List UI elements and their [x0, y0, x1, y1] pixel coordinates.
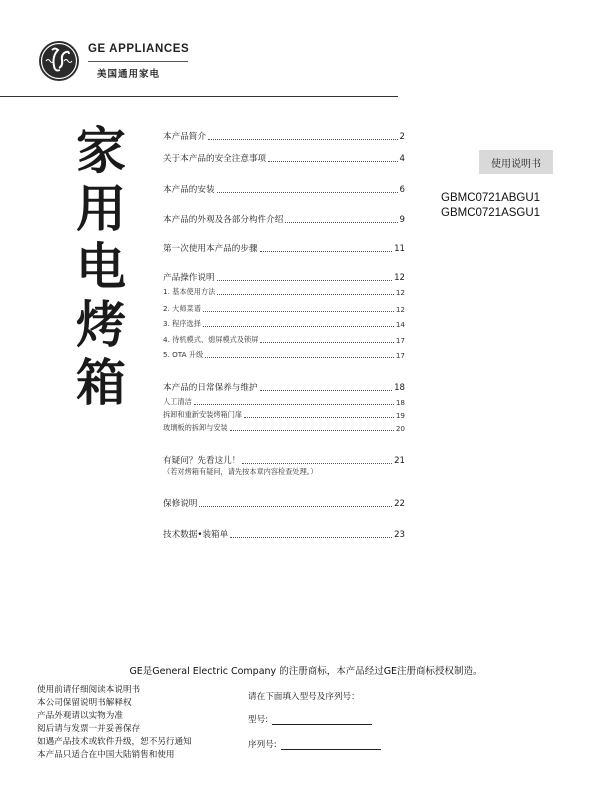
toc-entry[interactable] [163, 130, 405, 142]
note-line: 阅后请与发票一并妥善保存 [37, 724, 141, 734]
toc-label: 保修说明 [163, 499, 198, 509]
toc-page: 12 [395, 288, 405, 297]
toc-entry[interactable] [163, 497, 405, 509]
toc-leader [205, 356, 394, 358]
toc-label: 4. 待机模式、熄屏模式及锁屏 [163, 335, 259, 344]
note-line: 产品外观请以实物为准 [37, 711, 123, 721]
toc-label: 本产品简介 [163, 132, 206, 142]
ge-logo-icon [38, 40, 80, 82]
toc-entry[interactable] [163, 152, 405, 164]
toc-page: 12 [395, 305, 405, 314]
toc-subentry[interactable] [163, 423, 405, 433]
toc-page: 22 [394, 499, 405, 509]
toc-subentry[interactable] [163, 304, 405, 314]
toc-page: 11 [394, 244, 405, 254]
title-char: 电 [76, 238, 126, 296]
model-number: GBMC0721ASGU1 [441, 207, 541, 219]
toc-page: 23 [394, 530, 405, 540]
toc-label: 本产品的安装 [163, 185, 215, 195]
document-title [66, 122, 136, 416]
toc-subentry[interactable] [163, 350, 405, 360]
toc-page: 18 [395, 398, 405, 407]
header-divider [0, 96, 398, 97]
toc-entry[interactable] [163, 183, 405, 195]
toc-subentry[interactable] [163, 397, 405, 407]
usage-notes [37, 684, 192, 762]
toc-label: 本产品的外观及各部分构件介绍 [163, 215, 284, 225]
brand-name-en: GE APPLIANCES [88, 43, 190, 55]
toc-page: 17 [395, 351, 405, 360]
toc-leader [203, 310, 394, 312]
toc-label: 玻璃板的拆卸与安装 [163, 423, 228, 432]
toc-label: 有疑问？先看这儿！ [163, 456, 241, 466]
note-line: 本产品只适合在中国大陆销售和使用 [37, 750, 175, 760]
model-field[interactable] [248, 713, 372, 725]
serial-field-label: 序列号: [248, 740, 277, 750]
toc-entry[interactable] [163, 381, 405, 393]
toc-page: 9 [399, 215, 405, 225]
toc-label: 3. 程序选择 [163, 319, 201, 328]
brand-name-cn: 美国通用家电 [97, 69, 161, 80]
toc-subentry[interactable] [163, 410, 405, 420]
title-char: 用 [76, 180, 126, 238]
toc-page: 6 [399, 185, 405, 195]
toc-label: 产品操作说明 [163, 273, 215, 283]
toc-leader [260, 250, 393, 252]
toc-entry[interactable] [163, 213, 405, 225]
toc-label: 关于本产品的安全注意事项 [163, 154, 267, 164]
toc-page: 2 [399, 132, 405, 142]
toc-page: 14 [395, 320, 405, 329]
toc-page: 21 [394, 456, 405, 466]
model-number: GBMC0721ABGU1 [441, 192, 541, 204]
toc-label: 2. 大师菜谱 [163, 304, 201, 313]
toc-page: 12 [394, 273, 405, 283]
brand-divider [88, 61, 188, 62]
toc-subentry[interactable] [163, 287, 405, 297]
toc-entry[interactable] [163, 454, 405, 466]
title-char: 箱 [76, 354, 126, 412]
toc-leader [268, 160, 397, 162]
title-char: 家 [76, 122, 126, 180]
note-line: 如遇产品技术或软件升级，恕不另行通知 [37, 737, 192, 747]
manual-badge: 使用说明书 [479, 150, 553, 174]
registration-title: 请在下面填入型号及序列号： [248, 692, 360, 702]
serial-fill-line[interactable] [281, 740, 381, 750]
toc-subentry[interactable] [163, 335, 405, 345]
toc-label: 人工清洁 [163, 397, 192, 406]
toc-leader [199, 505, 392, 507]
serial-field[interactable] [248, 738, 381, 750]
toc-entry[interactable] [163, 242, 405, 254]
toc-leader [230, 429, 394, 431]
toc-note: （若对烤箱有疑问，请先按本章内容检查处理。） [163, 467, 318, 476]
note-line: 本公司保留说明书解释权 [37, 698, 132, 708]
toc-page: 19 [395, 411, 405, 420]
toc-entry[interactable] [163, 528, 405, 540]
toc-label: 拆卸和重新安装烤箱门扉 [163, 410, 243, 419]
toc-leader [244, 416, 394, 418]
toc-label: 技术数据•装箱单 [163, 530, 229, 540]
toc-leader [203, 325, 394, 327]
toc-page: 18 [394, 383, 405, 393]
toc-leader [217, 279, 392, 281]
model-fill-line[interactable] [272, 715, 372, 725]
toc-subentry[interactable] [163, 319, 405, 329]
model-field-label: 型号: [248, 715, 269, 725]
toc-leader [194, 403, 394, 405]
toc-leader [217, 191, 398, 193]
toc-leader [242, 462, 392, 464]
note-line: 使用前请仔细阅读本说明书 [37, 685, 141, 695]
toc-label: 本产品的日常保养与维护 [163, 383, 258, 393]
toc-leader [260, 341, 393, 343]
title-char: 烤 [76, 296, 126, 354]
toc-page: 20 [395, 424, 405, 433]
toc-label: 第一次使用本产品的步骤 [163, 244, 258, 254]
toc-entry[interactable] [163, 271, 405, 283]
toc-page: 17 [395, 336, 405, 345]
toc-leader [285, 221, 397, 223]
toc-leader [230, 536, 392, 538]
toc-leader [208, 138, 398, 140]
toc-leader [217, 293, 394, 295]
trademark-notice: GE是General Electric Company 的注册商标，本产品经过GE注册商标授权制造。 [129, 666, 483, 677]
toc-page: 4 [399, 154, 405, 164]
toc-label: 1. 基本使用方法 [163, 287, 216, 296]
toc-label: 5. OTA 升级 [163, 350, 204, 359]
toc-leader [260, 389, 393, 391]
